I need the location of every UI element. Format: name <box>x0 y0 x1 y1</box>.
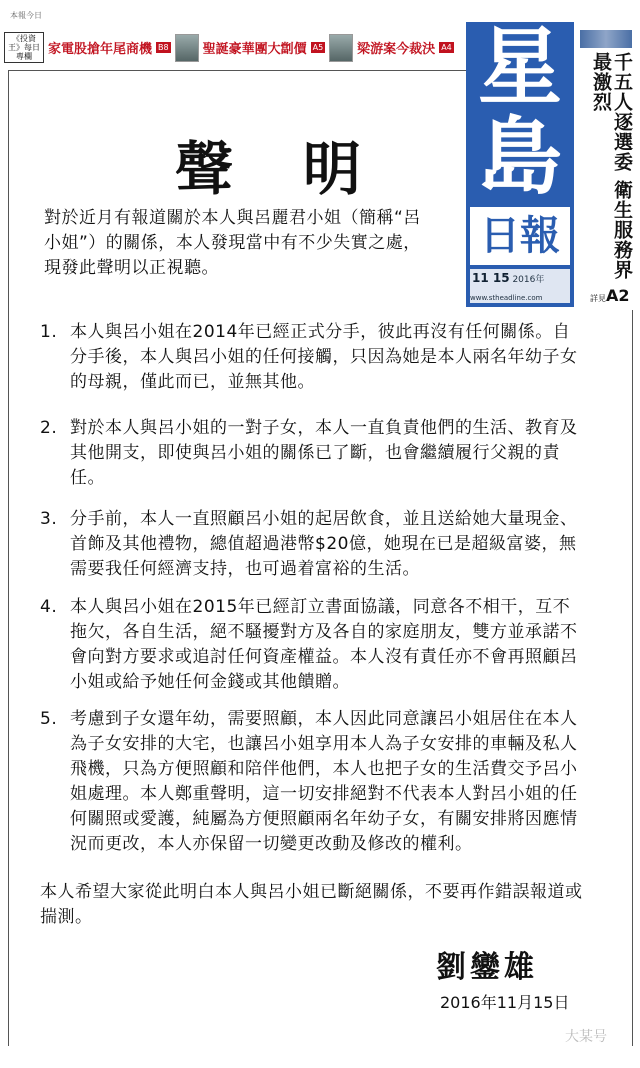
item-number: 1. <box>40 322 58 342</box>
statement-item <box>40 320 586 395</box>
side-page-ref <box>590 286 630 305</box>
banner-headlines <box>4 32 454 63</box>
item-text: 本人與呂小姐在2015年已經訂立書面協議，同意各不相干，互不拖欠，各自生活，絕不騷擾對方及各自的家庭朋友，雙方並承諾不會向對方要求或追討任何資產權益。本人沒有責任亦不會再照顧呂小姐或給予她任何金錢或其他饋贈。 <box>70 597 578 692</box>
item-number: 2. <box>40 418 58 438</box>
banner-photo <box>175 34 199 62</box>
side-headline <box>580 30 636 308</box>
masthead <box>466 17 574 307</box>
item-number: 5. <box>40 709 58 729</box>
masthead-char-2: 島 <box>477 107 562 206</box>
top-rule <box>8 70 466 71</box>
banner-page-3: A4 <box>441 43 452 52</box>
statement-intro: 對於近月有報道關於本人與呂麗君小姐（簡稱“呂小姐”）的關係，本人發現當中有不少失實之處，現發此聲明以正視聽。 <box>44 208 421 278</box>
banner-headline-2[interactable]: 聖誕豪華團大劏價 <box>202 42 307 57</box>
item-text: 對於本人與呂小姐的一對子女，本人一直負責他們的生活、教育及其他開支，即使與呂小姐的關係已了斷，也會繼續履行父親的責任。 <box>70 418 578 488</box>
statement-item <box>40 595 586 695</box>
masthead-date: 11 15 <box>472 271 510 285</box>
masthead-year: 2016年 <box>512 275 545 285</box>
banner-page-1: B8 <box>158 43 169 52</box>
signature: 劉鑾雄 <box>436 950 538 985</box>
statement-closing: 本人希望大家從此明白本人與呂小姐已斷絕關係，不要再作錯誤報道或揣測。 <box>40 882 583 927</box>
item-number: 3. <box>40 509 58 529</box>
item-number: 4. <box>40 597 58 617</box>
side-photo <box>580 30 632 48</box>
statement-date: 2016年11月15日 <box>440 993 570 1012</box>
banner-tag: 《投資王》每日專欄 <box>4 32 44 63</box>
left-rule <box>8 70 9 1046</box>
side-headline-text[interactable]: 千五人逐選委 衛生服務界最激烈 <box>590 52 633 280</box>
banner-note: 本報今日 <box>10 11 42 20</box>
side-page-number: A2 <box>606 286 630 305</box>
banner-headline-3[interactable]: 梁游案今裁決 <box>357 42 436 57</box>
statement-item <box>40 416 586 491</box>
masthead-char-1: 星 <box>477 17 562 116</box>
masthead-url[interactable]: www.stheadline.com <box>470 294 543 302</box>
banner-photo <box>329 34 353 62</box>
watermark: 大某号 <box>565 1029 607 1045</box>
banner-page-2: A5 <box>312 43 324 52</box>
masthead-paper-box <box>470 207 570 265</box>
right-rule <box>632 310 633 1046</box>
statement-item <box>40 507 586 582</box>
top-banner <box>0 0 466 70</box>
statement-title: 聲明 <box>175 135 432 203</box>
item-text: 分手前，本人一直照顧呂小姐的起居飲食，並且送給她大量現金、首飾及其他禮物，總值超過港幣$20億，她現在已是超級富婆，無需要我任何經濟支持，也可過着富裕的生活。 <box>70 509 578 579</box>
side-page-prefix: 詳見 <box>590 294 606 303</box>
statement-item <box>40 707 586 857</box>
masthead-paper-name: 日報 <box>480 213 560 259</box>
banner-headline-1[interactable]: 家電股搶年尾商機 <box>48 42 153 57</box>
item-text: 本人與呂小姐在2014年已經正式分手，彼此再沒有任何關係。自分手後，本人與呂小姐的任何接觸，只因為她是本人兩名年幼子女的母親，僅此而已，並無其他。 <box>70 322 578 392</box>
item-text: 考慮到子女還年幼，需要照顧，本人因此同意讓呂小姐居住在本人為子女安排的大宅，也讓呂小姐享用本人為子女安排的車輛及私人飛機，只為方便照顧和陪伴他們，本人也把子女的生活費交予呂小姐處理。本人鄭重聲明，這一切安排絕對不代表本人對呂小姐的任何關照或愛護，純屬為方便照顧兩名年幼子女，有關安排將因應情況而更改，本人亦保留一切變更改動及修改的權利。 <box>70 709 578 854</box>
